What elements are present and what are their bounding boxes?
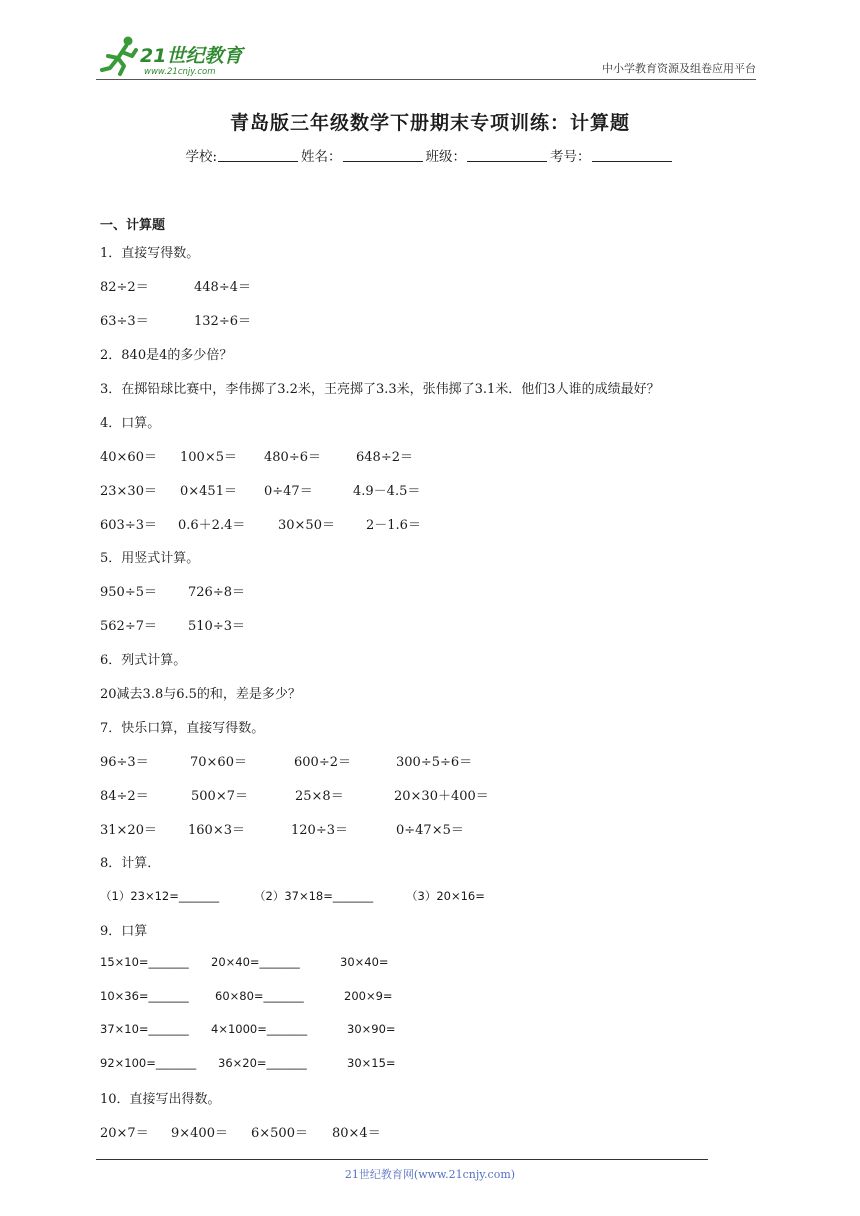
q8-item: （1）23×12=_______ (100, 889, 220, 903)
q9-item: 15×10=_______ (100, 955, 189, 969)
footer-divider (96, 1159, 708, 1160)
exam-no-label: 考号： (550, 149, 591, 165)
q1-stem: 1．直接写得数。 (100, 246, 200, 261)
logo-url: www.21cnjy.com (144, 67, 216, 77)
class-label: 班级： (425, 149, 467, 165)
q1-item: 82÷2＝ (100, 280, 149, 295)
q7-item: 300÷5÷6＝ (396, 755, 473, 770)
q4-item: 4.9－4.5＝ (353, 484, 421, 499)
q10-item: 9×400＝ (171, 1126, 228, 1141)
q4-item: 603÷3＝ (100, 518, 157, 533)
q4-item: 0.6＋2.4＝ (178, 518, 246, 533)
class-blank[interactable] (467, 149, 547, 162)
q8-stem: 8．计算． (100, 856, 161, 871)
q7-item: 600÷2＝ (294, 755, 351, 770)
q9-item: 4×1000=_______ (211, 1022, 308, 1036)
q5-stem: 5．用竖式计算。 (100, 551, 200, 566)
q10-item: 20×7＝ (100, 1126, 149, 1141)
q4-stem: 4．口算。 (100, 416, 161, 431)
q4-item: 0÷47＝ (264, 484, 313, 499)
exam-no-blank[interactable] (592, 149, 672, 162)
q5-item: 726÷8＝ (188, 585, 245, 600)
q10-item: 80×4＝ (332, 1126, 381, 1141)
q7-item: 96÷3＝ (100, 755, 149, 770)
q9-item: 30×15= (347, 1056, 396, 1070)
q7-item: 31×20＝ (100, 823, 157, 838)
q9-item: 10×36=_______ (100, 989, 189, 1003)
q3-stem: 3．在掷铅球比赛中，李伟掷了3.2米，王亮掷了3.3米，张伟掷了3.1米．他们3人谁的成绩最好？ (100, 382, 660, 397)
footer-link[interactable]: 21世纪教育网(www.21cnjy.com) (344, 1168, 516, 1181)
q10-stem: 10．直接写出得数。 (100, 1092, 221, 1107)
q4-item: 0×451＝ (180, 484, 237, 499)
q9-item: 37×10=_______ (100, 1022, 189, 1036)
q4-item: 40×60＝ (100, 450, 157, 465)
q7-stem: 7．快乐口算，直接写得数。 (100, 721, 265, 736)
q9-item: 30×90= (347, 1022, 396, 1036)
q4-item: 480÷6＝ (264, 450, 321, 465)
q7-item: 84÷2＝ (100, 789, 149, 804)
q2-stem: 2．840是4的多少倍？ (100, 348, 233, 363)
q7-item: 70×60＝ (190, 755, 247, 770)
school-blank[interactable] (218, 149, 298, 162)
q5-item: 562÷7＝ (100, 619, 157, 634)
logo (96, 34, 266, 78)
q7-item: 20×30＋400＝ (394, 789, 489, 804)
q9-item: 60×80=_______ (215, 989, 304, 1003)
q9-item: 36×20=_______ (218, 1056, 307, 1070)
q1-item: 63÷3＝ (100, 314, 149, 329)
q7-item: 160×3＝ (188, 823, 245, 838)
school-label: 学校: (185, 149, 218, 165)
q4-item: 648÷2＝ (356, 450, 413, 465)
q8-item: （3）20×16= (406, 889, 485, 903)
runner-icon (102, 37, 136, 75)
page-header (96, 34, 756, 80)
q6-text: 20减去3.8与6.5的和，差是多少？ (100, 687, 301, 702)
q4-item: 23×30＝ (100, 484, 157, 499)
q4-item: 2－1.6＝ (366, 518, 421, 533)
q1-item: 132÷6＝ (194, 314, 251, 329)
section-title: 一、计算题 (100, 218, 166, 233)
q4-item: 30×50＝ (278, 518, 335, 533)
q7-item: 120÷3＝ (291, 823, 348, 838)
q7-item: 0÷47×5＝ (396, 823, 464, 838)
q9-item: 20×40=_______ (211, 955, 300, 969)
q6-stem: 6．列式计算。 (100, 653, 187, 668)
q1-item: 448÷4＝ (194, 280, 251, 295)
name-label: 姓名： (301, 149, 342, 165)
platform-name: 中小学教育资源及组卷应用平台 (602, 62, 756, 75)
q4-item: 100×5＝ (180, 450, 237, 465)
q10-item: 6×500＝ (251, 1126, 308, 1141)
q9-item: 200×9= (344, 989, 393, 1003)
q7-item: 25×8＝ (295, 789, 344, 804)
q9-item: 92×100=_______ (100, 1056, 197, 1070)
q9-item: 30×40= (340, 955, 389, 969)
name-blank[interactable] (343, 149, 423, 162)
header-divider (96, 79, 756, 80)
q8-item: （2）37×18=_______ (254, 889, 374, 903)
q9-stem: 9．口算 (100, 924, 148, 939)
q5-item: 510÷3＝ (188, 619, 245, 634)
student-info (0, 145, 860, 165)
page-title: 青岛版三年级数学下册期末专项训练：计算题 (229, 112, 630, 134)
logo-text: 21世纪教育 (140, 45, 243, 67)
q7-item: 500×7＝ (191, 789, 248, 804)
q5-item: 950÷5＝ (100, 585, 157, 600)
